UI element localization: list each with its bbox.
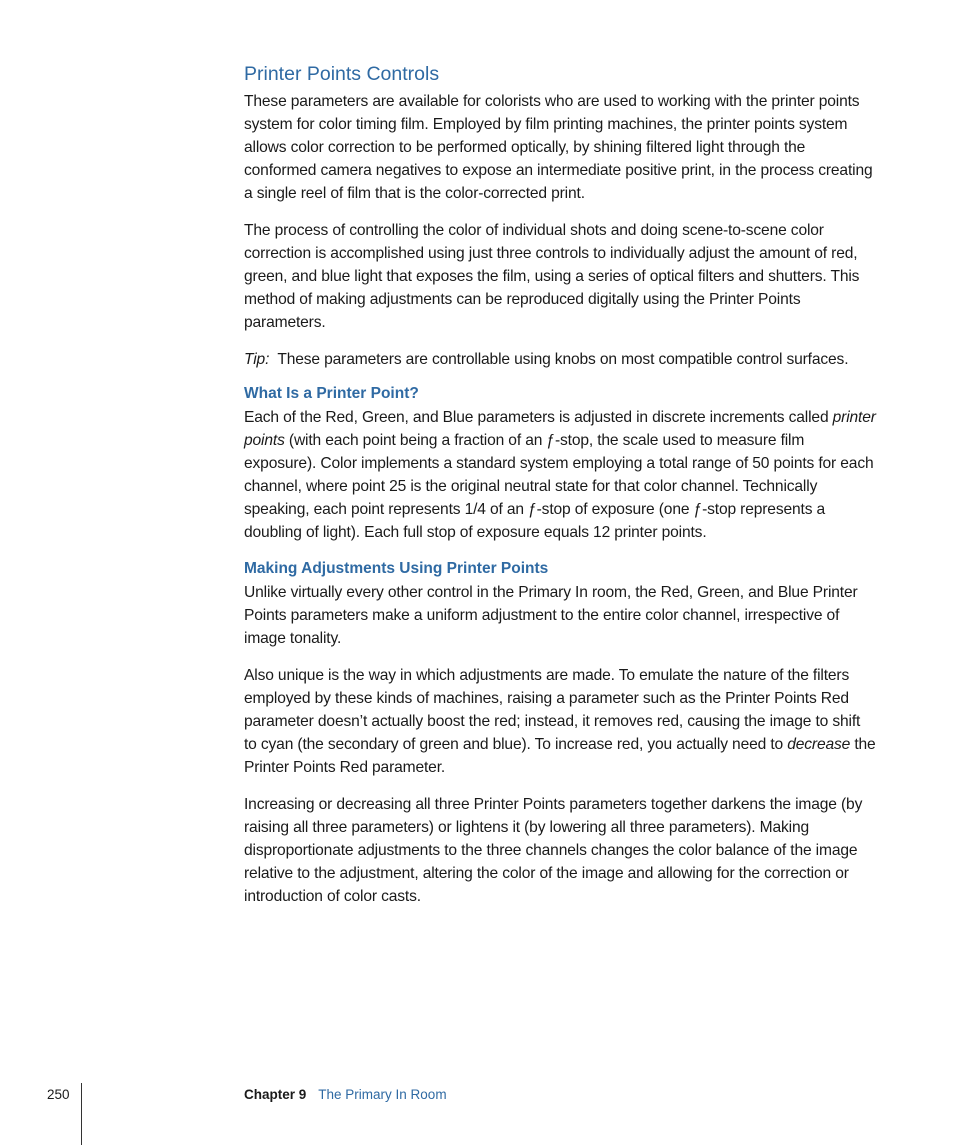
tip-paragraph	[244, 348, 876, 371]
footer-divider	[81, 1083, 82, 1145]
chapter-label: Chapter 9	[244, 1087, 307, 1102]
section-title: Printer Points Controls	[244, 63, 440, 85]
what-is-paragraph	[244, 406, 876, 544]
tip-label: Tip:	[244, 351, 270, 368]
what-is-text-b: (with each point being a fraction of an ƒ-stop, the scale used to measure film exposure). Color implements a standard system employing a total range of 50 points for each channel, where point 25 is the original neutral state for that color channel. Technically speaking, each point represents 1/4 of an ƒ-stop of exposure (one ƒ-stop represents a doubling of light). Each full stop of exposure equals 12 printer points.	[244, 432, 874, 541]
subheading-making-adjustments: Making Adjustments Using Printer Points	[244, 560, 549, 577]
making-paragraph-3: Increasing or decreasing all three Printer Points parameters together darkens the image (by raising all three parameters) or lightens it (by lowering all three parameters). Making disproportionate adjustments to the three channels changes the color balance of the image relative to the adjustment, altering the color of the image and allowing for the correction or introduction of color casts.	[244, 796, 863, 905]
chapter-title: The Primary In Room	[318, 1087, 447, 1102]
intro-paragraph-1: These parameters are available for colorists who are used to working with the printer points system for color timing film. Employed by film printing machines, the printer points system allows color correction to be performed optically, by shining filtered light through the conformed camera negatives to expose an intermediate positive print, in the process creating a single reel of film that is the color-corrected print.	[244, 93, 873, 202]
making-paragraph-2	[244, 664, 876, 779]
intro-paragraph-2: The process of controlling the color of individual shots and doing scene-to-scene color correction is accomplished using just three controls to individually adjust the amount of red, green, and blue light that exposes the film, using a series of optical filters and shutters. This method of making adjustments can be reproduced digitally using the Printer Points parameters.	[244, 222, 860, 331]
making-p2-emphasis: decrease	[787, 736, 851, 753]
what-is-text-a: Each of the Red, Green, and Blue parameters is adjusted in discrete increments called	[244, 409, 833, 426]
tip-text: These parameters are controllable using knobs on most compatible control surfaces.	[277, 351, 849, 368]
subheading-what-is-printer-point: What Is a Printer Point?	[244, 385, 419, 402]
making-paragraph-1: Unlike virtually every other control in the Primary In room, the Red, Green, and Blue Printer Points parameters make a uniform adjustment to the entire color channel, irrespective of image tonality.	[244, 584, 858, 647]
making-p2-text-a: Also unique is the way in which adjustments are made. To emulate the nature of the filters employed by these kinds of machines, raising a parameter such as the Printer Points Red parameter doesn’t actually boost the red; instead, it removes red, causing the image to shift to cyan (the secondary of green and blue). To increase red, you actually need to	[244, 667, 861, 753]
what-is-emphasis: printer points	[244, 409, 876, 449]
page-number: 250	[47, 1087, 70, 1102]
page-content	[244, 60, 876, 922]
footer-chapter	[244, 1087, 447, 1102]
making-p2-text-b: the Printer Points Red parameter.	[244, 736, 876, 776]
